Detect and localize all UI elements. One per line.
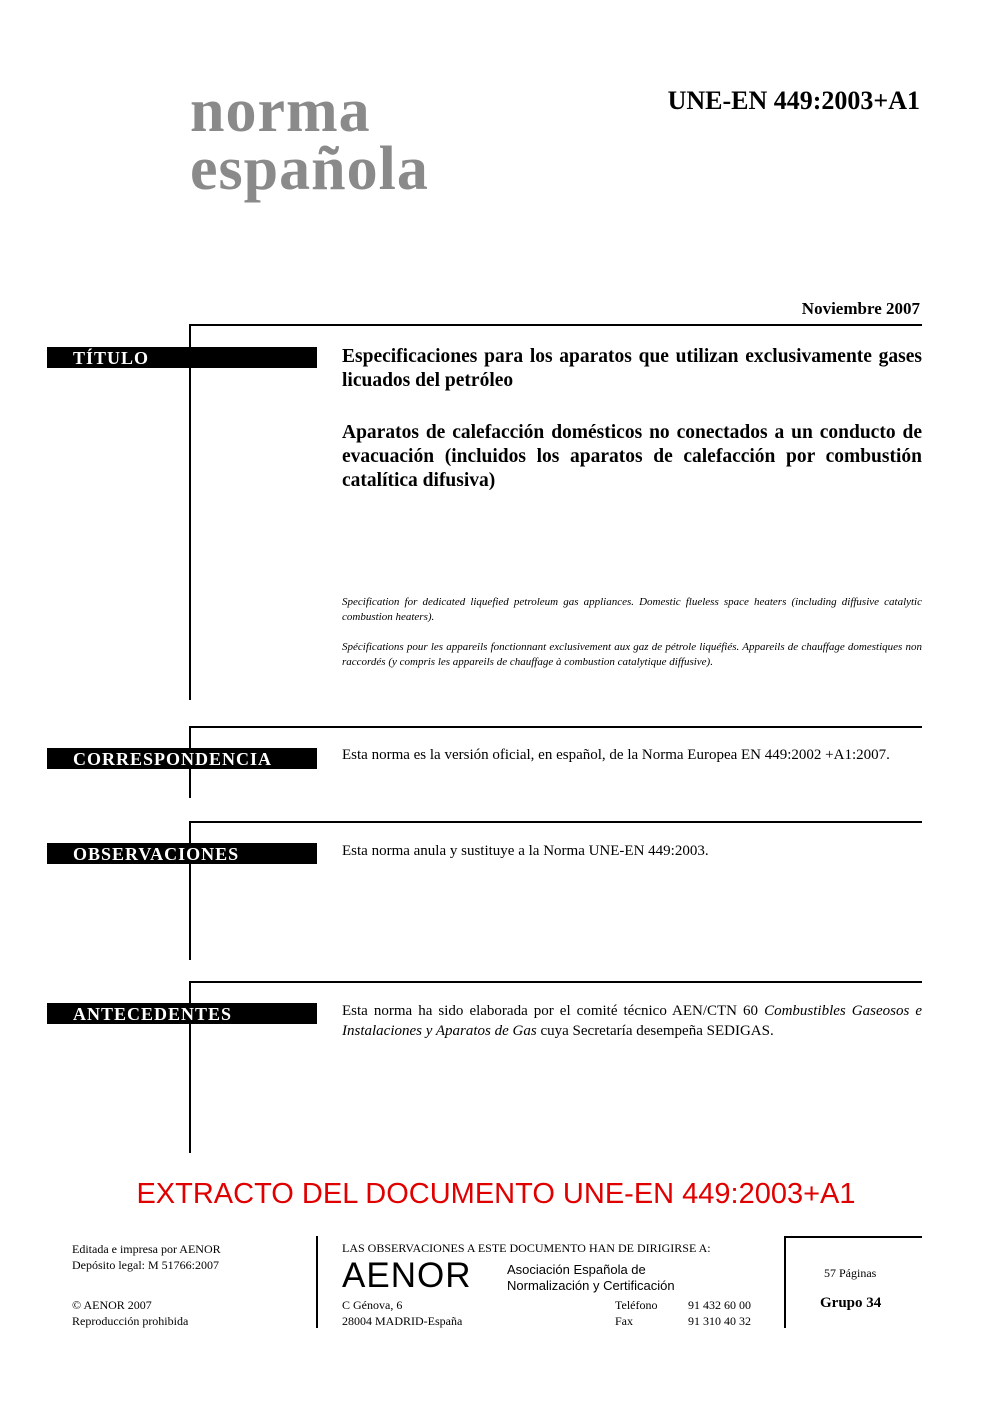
aenor-logo: AENOR <box>342 1256 472 1295</box>
contact-values <box>688 1297 751 1329</box>
title-spanish-1: Especificaciones para los aparatos que utilizan exclusivamente gases licuados del petróleo <box>342 346 922 391</box>
label-correspondencia: CORRESPONDENCIA <box>47 748 317 769</box>
copyright: © AENOR 2007 <box>72 1298 152 1312</box>
antecedentes-text-a: Esta norma ha sido elaborada por el comité técnico AEN/CTN 60 <box>342 1003 765 1019</box>
extract-watermark: EXTRACTO DEL DOCUMENTO UNE-EN 449:2003+A1 <box>136 1178 856 1210</box>
section-divider <box>190 981 922 983</box>
antecedentes-text <box>342 1001 922 1041</box>
label-observaciones: OBSERVACIONES <box>47 843 317 864</box>
contact-labels <box>615 1297 657 1329</box>
observations-notice: LAS OBSERVACIONES A ESTE DOCUMENTO HAN DE DIRIGIRSE A: <box>342 1241 711 1255</box>
observaciones-text: Esta norma anula y sustituye a la Norma UNE-EN 449:2003. <box>342 843 709 859</box>
aenor-organization <box>507 1262 675 1294</box>
footer-vertical-rule <box>316 1236 318 1328</box>
antecedentes-text-b: cuya Secretaría desempeña SEDIGAS. <box>536 1023 774 1039</box>
fax-label: Fax <box>615 1314 633 1328</box>
address-line-1: C Génova, 6 <box>342 1298 403 1312</box>
edited-by: Editada e impresa por AENOR <box>72 1242 221 1256</box>
correspondencia-text: Esta norma es la versión oficial, en español, de la Norma Europea EN 449:2002 +A1:2007. <box>342 747 890 763</box>
phone-number: 91 432 60 00 <box>688 1298 751 1312</box>
org-line-1: Asociación Española de <box>507 1262 646 1277</box>
box-left-rule <box>784 1236 786 1328</box>
fax-number: 91 310 40 32 <box>688 1314 751 1328</box>
title-english: Specification for dedicated liquefied petroleum gas appliances. Domestic flueless space heaters (including diffusive catalytic combustion heaters). <box>342 596 922 623</box>
section-divider <box>190 821 922 823</box>
phone-label: Teléfono <box>615 1298 658 1312</box>
org-line-2: Normalización y Certificación <box>507 1278 675 1293</box>
label-titulo: TÍTULO <box>47 347 317 368</box>
title-french: Spécifications pour les appareils fonctionnant exclusivement aux gaz de pétrole liquéfiés. Appareils de chauffage domestiques non raccordés (y compris les appareils de chauffage à combustion catalytique diffusive). <box>342 641 922 668</box>
antecedentes-committee-name: Combustibles Gaseosos e Instalaciones y Aparatos de Gas <box>342 1003 922 1039</box>
footer-copyright <box>72 1297 188 1329</box>
pages-group-box <box>784 1236 922 1328</box>
section-vertical-rule <box>189 821 191 960</box>
section-vertical-rule <box>189 324 191 700</box>
page-count: 57 Páginas <box>824 1266 877 1280</box>
standard-code: UNE-EN 449:2003+A1 <box>667 86 920 115</box>
aenor-address <box>342 1297 462 1329</box>
brand-line-2: española <box>190 135 429 203</box>
section-divider <box>190 726 922 728</box>
price-group: Grupo 34 <box>820 1295 882 1311</box>
publication-date: Noviembre 2007 <box>801 299 920 318</box>
section-divider <box>190 324 922 326</box>
box-top-rule <box>784 1236 922 1238</box>
reproduction-notice: Reproducción prohibida <box>72 1314 189 1328</box>
label-antecedentes: ANTECEDENTES <box>47 1003 317 1024</box>
address-line-2: 28004 MADRID-España <box>342 1314 463 1328</box>
brand-title <box>190 77 429 203</box>
title-spanish-2: Aparatos de calefacción domésticos no conectados a un conducto de evacuación (incluidos los aparatos de calefacción por combustión catalítica difusiva) <box>342 422 922 491</box>
brand-line-1: norma <box>190 77 371 145</box>
deposito-legal: Depósito legal: M 51766:2007 <box>72 1258 219 1272</box>
footer-publisher <box>72 1241 221 1273</box>
